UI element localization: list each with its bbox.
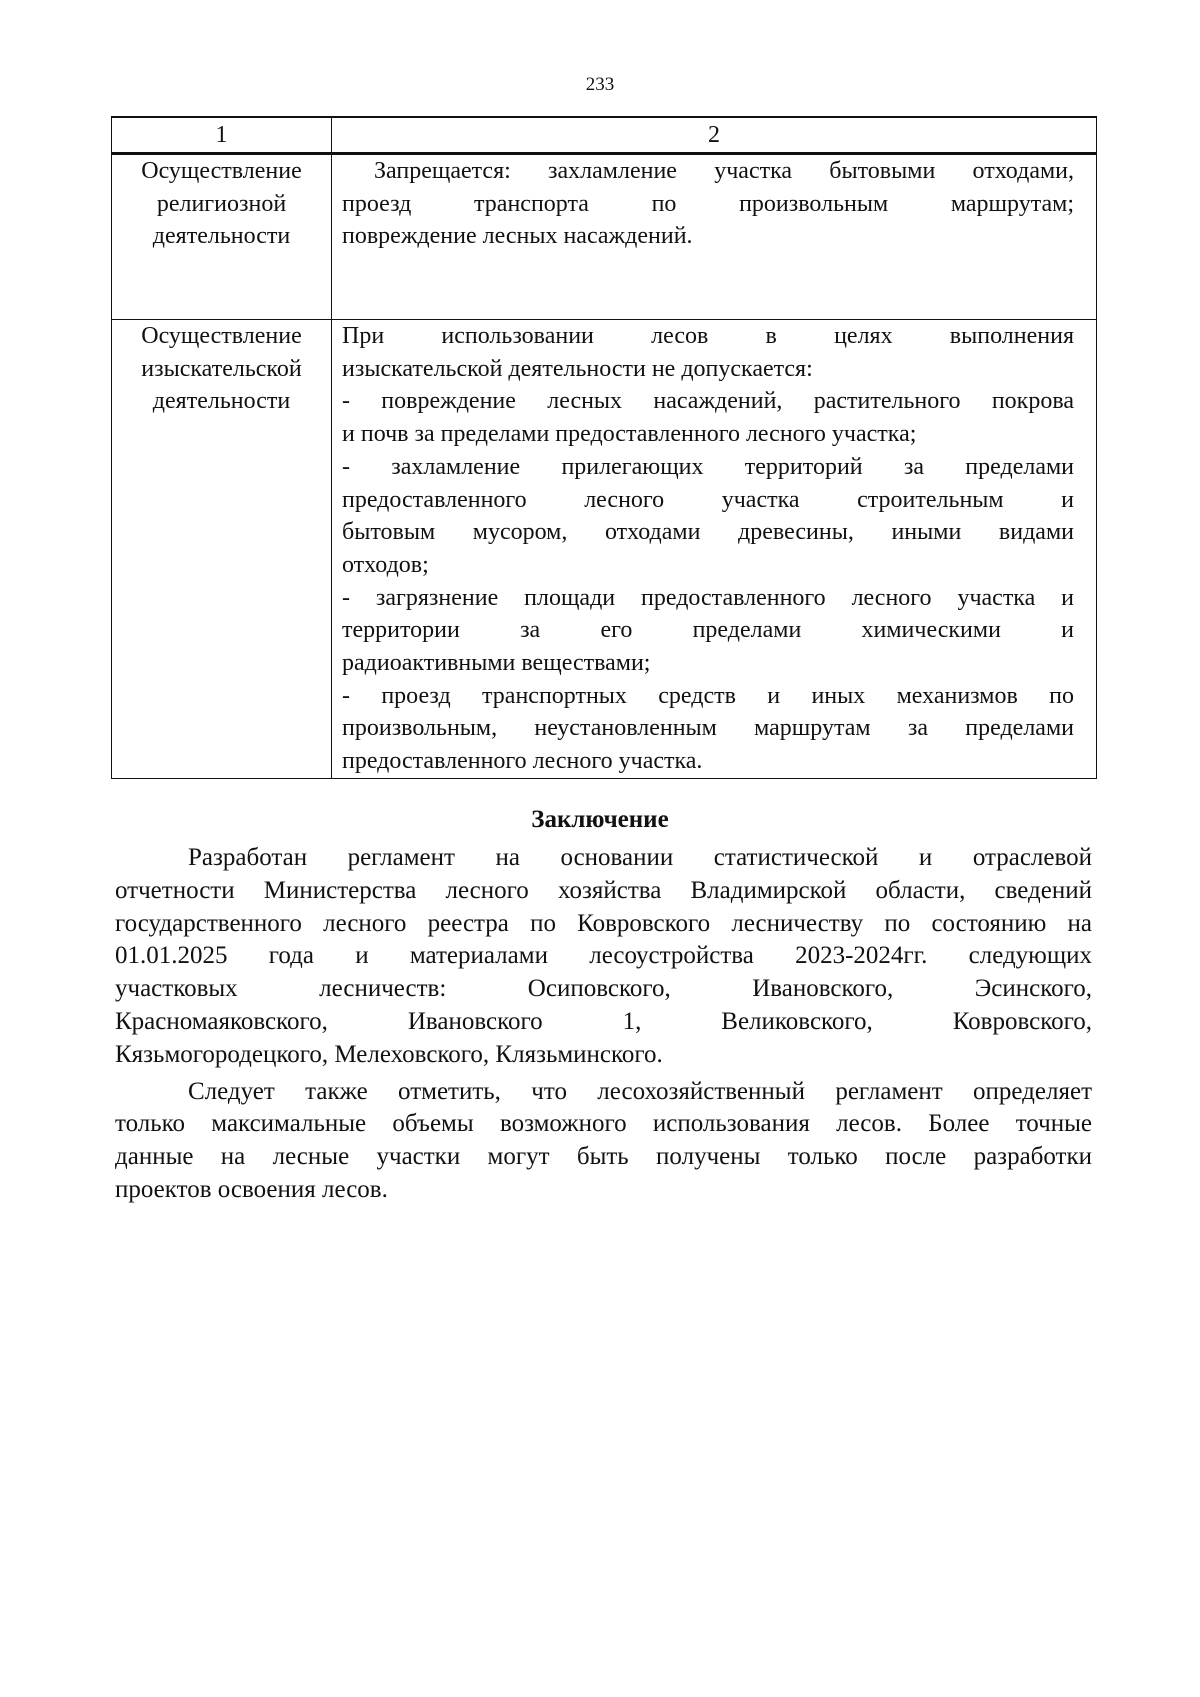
restriction-cell — [332, 320, 1097, 779]
paragraph-line: проектов освоения лесов. — [115, 1175, 388, 1203]
activity-line: Осуществление — [141, 323, 302, 349]
page-number: 233 — [585, 74, 615, 95]
restriction-line: территории за его пределами химическими и — [342, 617, 1074, 644]
paragraph-line: данные на лесные участки могут быть получены только после разработки — [115, 1143, 1092, 1171]
restriction-line: радиоактивными веществами; — [342, 650, 651, 677]
conclusion-paragraph-2 — [115, 1076, 1092, 1207]
table-row-survey — [112, 320, 1097, 779]
restriction-line: отходов; — [342, 551, 429, 578]
restriction-line: предоставленного лесного участка строительным и — [342, 486, 1074, 513]
restriction-line: предоставленного лесного участка. — [342, 748, 703, 775]
activity-line: деятельности — [152, 223, 291, 250]
restriction-line: Запрещается: захламление участка бытовыми отходами, — [374, 158, 1074, 184]
paragraph-line: 01.01.2025 года и материалами лесоустройства 2023-2024гг. следующих — [115, 942, 1092, 970]
regulation-table — [111, 116, 1097, 779]
restriction-line: проезд транспорта по произвольным маршрутам; — [342, 190, 1074, 217]
paragraph-line: Разработан регламент на основании статистической и отраслевой — [188, 844, 1092, 871]
paragraph-line: Следует также отметить, что лесохозяйственный регламент определяет — [188, 1077, 1092, 1105]
restriction-line: и почв за пределами предоставленного лесного участка; — [342, 421, 917, 448]
restriction-line: - проезд транспортных средств и иных механизмов по — [342, 682, 1074, 709]
restriction-line: изыскательской деятельности не допускается: — [342, 355, 813, 382]
restriction-line: - повреждение лесных насаждений, растительного покрова — [342, 388, 1074, 415]
activity-line: изыскательской — [141, 355, 302, 382]
conclusion-title: Заключение — [531, 806, 669, 833]
table-header-row — [112, 117, 1097, 154]
paragraph-line: Красномаяковского, Ивановского 1, Великовского, Ковровского, — [115, 1007, 1092, 1035]
activity-line: деятельности — [152, 388, 291, 415]
table-row-religious — [112, 154, 1097, 320]
activity-cell — [112, 154, 332, 320]
restriction-line: бытовым мусором, отходами древесины, иными видами — [342, 519, 1074, 546]
conclusion-body — [115, 842, 1092, 1211]
paragraph-line: только максимальные объемы возможного использования лесов. Более точные — [115, 1110, 1092, 1138]
activity-line: религиозной — [156, 190, 287, 217]
paragraph-line: государственного лесного реестра по Ковровского лесничеству по состоянию на — [115, 909, 1092, 937]
conclusion-paragraph-1 — [115, 842, 1092, 1072]
restriction-line: повреждение лесных насаждений. — [342, 223, 693, 250]
activity-cell — [112, 320, 332, 779]
restriction-line: - захламление прилегающих территорий за пределами — [342, 453, 1074, 480]
restriction-cell — [332, 154, 1097, 320]
restriction-line: произвольным, неустановленным маршрутам за пределами — [342, 715, 1074, 742]
paragraph-line: участковых лесничеств: Осиповского, Ивановского, Эсинского, — [115, 975, 1092, 1003]
activity-line: Осуществление — [141, 158, 302, 184]
paragraph-line: Кязьмогородецкого, Мелеховского, Клязьминского. — [115, 1040, 663, 1068]
header-col-2: 2 — [332, 117, 1097, 154]
restriction-line: - загрязнение площади предоставленного лесного участка и — [342, 584, 1074, 611]
restriction-line: При использовании лесов в целях выполнения — [342, 323, 1074, 349]
header-col-1: 1 — [112, 117, 332, 154]
paragraph-line: отчетности Министерства лесного хозяйства Владимирской области, сведений — [115, 876, 1092, 904]
